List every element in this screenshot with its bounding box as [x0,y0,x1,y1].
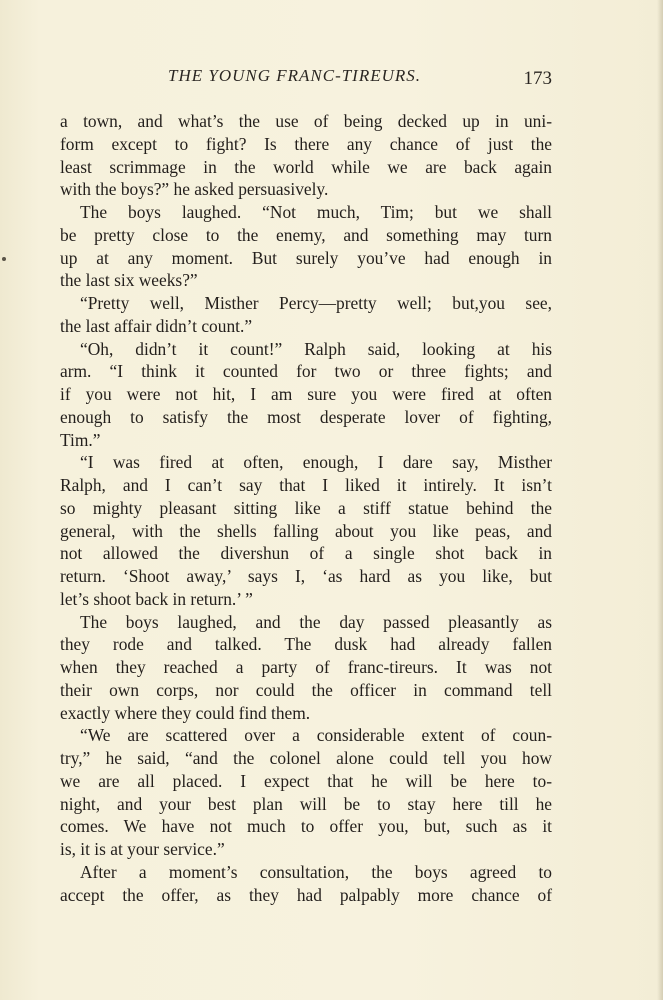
text-line: let’s shoot back in return.’ ” [60,588,253,609]
text-line: The boys laughed, and the day passed pleasantly as [80,611,552,632]
page-number: 173 [523,68,552,89]
text-line: the last six weeks?” [60,270,198,291]
text-line: Tim.” [60,429,101,450]
text-line: comes. We have not much to offer you, but, such as it [60,816,552,837]
body-text [60,110,552,906]
text-line: a town, and what’s the use of being decked up in uni- [60,111,552,131]
text-line: with the boys?” he asked persuasively. [60,179,329,200]
page-header [60,66,552,96]
text-line: be pretty close to the enemy, and something may turn [60,224,552,245]
text-line: the last affair didn’t count.” [60,315,253,336]
text-line: try,” he said, “and the colonel alone could tell you how [60,748,552,768]
text-line: when they reached a party of franc-tireurs. It was not [60,657,552,677]
text-line: exactly where they could find them. [60,702,311,723]
text-line: “I was fired at often, enough, I dare say, Misther [80,452,552,473]
text-line: form except to fight? Is there any chance of just the [60,133,552,154]
text-line: least scrimmage in the world while we are back again [60,156,552,177]
text-line: enough to satisfy the most desperate lover of fighting, [60,406,552,427]
text-line: up at any moment. But surely you’ve had enough in [60,247,552,268]
running-title: THE YOUNG FRANC-TIREURS. [168,66,422,85]
text-line: “Pretty well, Misther Percy—pretty well; but,you see, [80,293,552,313]
text-line: night, and your best plan will be to stay here till he [60,793,552,814]
text-line: we are all placed. I expect that he will be here to- [60,770,552,791]
text-line: arm. “I think it counted for two or three fights; and [60,361,552,382]
text-line: if you were not hit, I am sure you were fired at often [60,384,552,404]
text-line: “We are scattered over a considerable extent of coun- [80,725,552,746]
page-edge-shadow [657,0,663,1000]
text-line: not allowed the divershun of a single shot back in [60,543,552,564]
text-line: “Oh, didn’t it count!” Ralph said, looking at his [80,338,552,359]
text-line: they rode and talked. The dusk had already fallen [60,634,552,655]
margin-speck [2,257,6,261]
text-line: After a moment’s consultation, the boys agreed to [80,861,552,882]
text-line: return. ‘Shoot away,’ says I, ‘as hard as you like, but [60,566,552,586]
text-line: so mighty pleasant sitting like a stiff statue behind the [60,497,552,518]
text-line: general, with the shells falling about you like peas, and [60,520,552,541]
text-line: is, it is at your service.” [60,839,225,859]
text-line: Ralph, and I can’t say that I liked it intirely. It isn’t [60,475,552,495]
text-line: accept the offer, as they had palpably more chance of [60,884,552,905]
text-line: The boys laughed. “Not much, Tim; but we shall [80,202,552,222]
text-line: their own corps, nor could the officer in command tell [60,679,552,700]
